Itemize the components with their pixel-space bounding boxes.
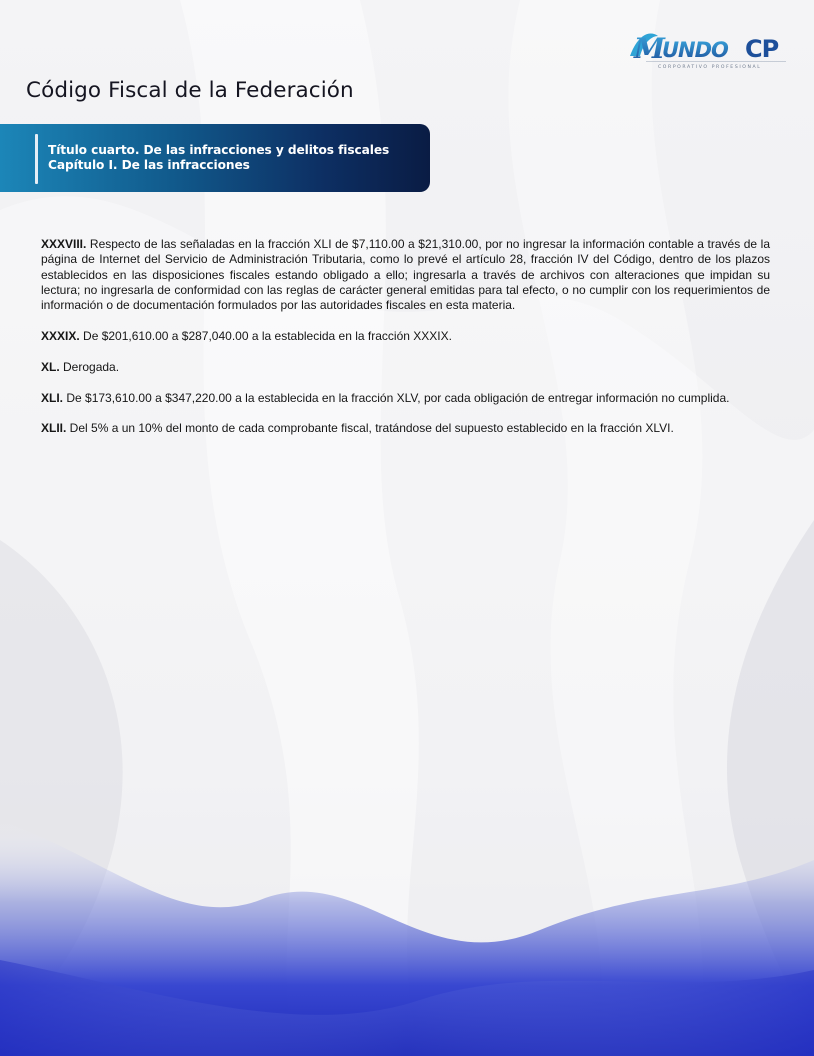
banner-title-line: Título cuarto. De las infracciones y delitos fiscales — [48, 143, 390, 157]
article-content — [41, 237, 770, 452]
banner-accent-bar — [35, 134, 38, 184]
svg-text:M: M — [634, 32, 665, 65]
svg-text:CP: CP — [745, 35, 779, 63]
fraction-text: Del 5% a un 10% del monto de cada comprobante fiscal, tratándose del supuesto establecido en la fracción XLVI. — [66, 421, 674, 436]
fraction-xlii — [41, 421, 770, 436]
fraction-xl — [41, 360, 770, 375]
fraction-label: XLI. — [41, 390, 64, 405]
fraction-text: Derogada. — [59, 359, 120, 374]
svg-text:CORPORATIVO PROFESIONAL: CORPORATIVO PROFESIONAL — [658, 65, 762, 70]
fraction-xli — [41, 391, 770, 406]
fraction-xxxviii — [41, 237, 770, 313]
chapter-banner — [0, 124, 430, 192]
fraction-text: De $201,610.00 a $287,040.00 a la establecida en la fracción XXXIX. — [79, 328, 452, 343]
banner-chapter-line: Capítulo I. De las infracciones — [48, 158, 250, 172]
fraction-label: XXXVIII. — [41, 237, 87, 251]
svg-text:UNDO: UNDO — [662, 38, 728, 62]
mundo-cp-logo — [628, 26, 790, 72]
fraction-text: Respecto de las señaladas en la fracción XLI de $7,110.00 a $21,310.00, por no ingresar la información contable a través de la página de Internet del Servicio de Administración Tributaria, como lo prevé el artículo 28, fracción IV del Código, dentro de los plazos establecidos en las disposiciones fiscales estando obligado a ello; ingresarla a través de archivos con alteraciones que impidan su lectura; no ingresarla de conformidad con las reglas de carácter general emitidas para tal efecto, o no cumplir con los requerimientos de información o de documentación formulados por las autoridades fiscales en esta materia. — [41, 237, 770, 313]
fraction-xxxix — [41, 329, 770, 344]
fraction-text: De $173,610.00 a $347,220.00 a la establecida en la fracción XLV, por cada obligación de entregar información no cumplida. — [63, 390, 730, 405]
fraction-label: XXXIX. — [41, 328, 80, 343]
fraction-label: XL. — [41, 359, 60, 374]
document-title: Código Fiscal de la Federación — [26, 78, 354, 103]
fraction-label: XLII. — [41, 421, 67, 436]
